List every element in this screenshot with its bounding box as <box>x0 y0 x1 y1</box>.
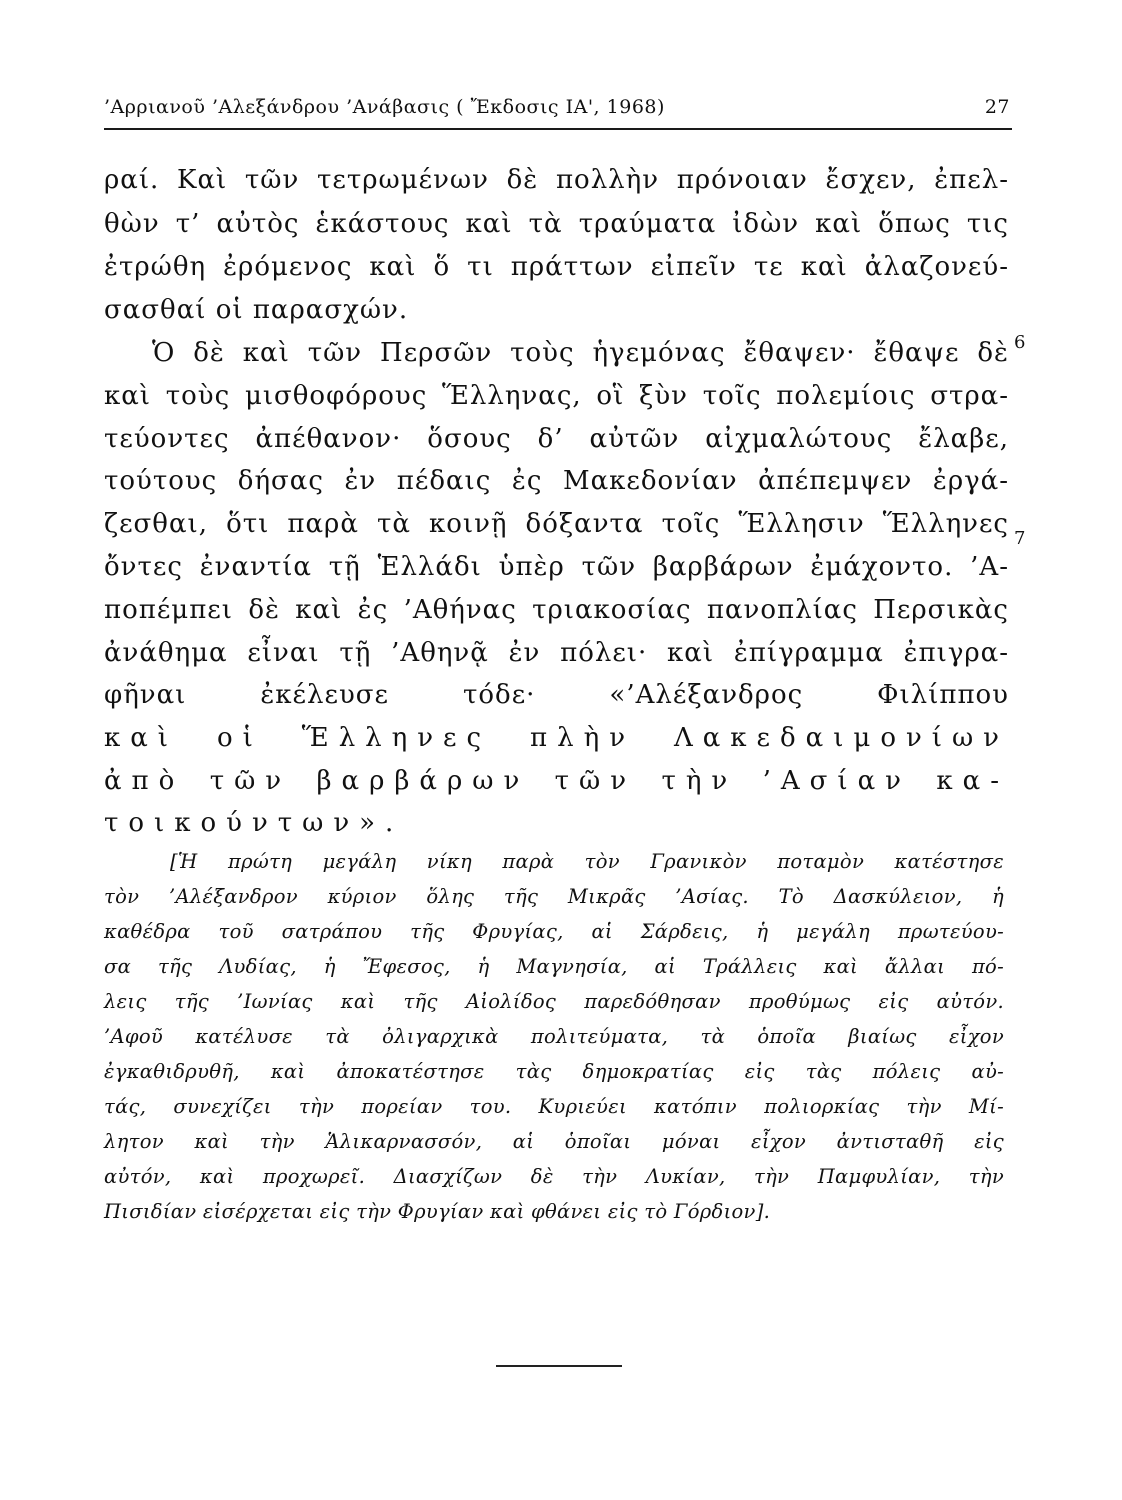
text-line: ραί. Καὶ τῶν τετρωμένων δὲ πολλὴν πρόνοιαν ἔσχεν, ἐπελ- <box>104 165 1009 195</box>
section-number: 7 <box>1014 528 1026 549</box>
running-title: ’Αρριανοῦ ’Αλεξάνδρου ’Ανάβασις ( Ἔκδοσις ΙΑ', 1968) <box>104 96 665 118</box>
closing-rule <box>496 1365 622 1367</box>
note-line: ἐγκαθιδρυθῆ, καὶ ἀποκατέστησε τὰς δημοκρατίας εἰς τὰς πόλεις αὐ- <box>104 1060 1004 1083</box>
text-line: τοικούντων». <box>104 808 404 838</box>
text-line: ὄντες ἐναντία τῇ Ἑλλάδι ὑπὲρ τῶν βαρβάρων ἐμάχοντο. ’Α- <box>104 552 1009 582</box>
text-line: Ὁ δὲ καὶ τῶν Περσῶν τοὺς ἡγεμόνας ἔθαψεν· ἔθαψε δὲ <box>152 338 1009 368</box>
page-number: 27 <box>984 96 1010 118</box>
note-line: αὐτόν, καὶ προχωρεῖ. Διασχίζων δὲ τὴν Λυκίαν, τὴν Παμφυλίαν, τὴν <box>104 1165 1004 1188</box>
note-line: λητον καὶ τὴν Ἁλικαρνασσόν, αἱ ὁποῖαι μόναι εἶχον ἀντισταθῆ εἰς <box>104 1130 1004 1153</box>
note-line: τὸν ’Αλέξανδρον κύριον ὅλης τῆς Μικρᾶς ’Ασίας. Τὸ Δασκύλειον, ἡ <box>104 885 1004 908</box>
text-line: τούτους δήσας ἐν πέδαις ἐς Μακεδονίαν ἀπέπεμψεν ἐργά- <box>104 466 1009 496</box>
text-line: ζεσθαι, ὅτι παρὰ τὰ κοινῇ δόξαντα τοῖς Ἕλλησιν Ἕλληνες <box>104 509 1009 539</box>
note-line: [Ἡ πρώτη μεγάλη νίκη παρὰ τὸν Γρανικὸν ποταμὸν κατέστησε <box>170 850 1004 873</box>
text-line: σασθαί οἱ παρασχών. <box>104 295 409 325</box>
text-line: φῆναι ἐκέλευσε τόδε· «’Αλέξανδρος Φιλίππου <box>104 680 1009 710</box>
note-line: τάς, συνεχίζει τὴν πορείαν του. Κυριεύει κατόπιν πολιορκίας τὴν Μί- <box>104 1095 1004 1118</box>
note-line: Πισιδίαν εἰσέρχεται εἰς τὴν Φρυγίαν καὶ φθάνει εἰς τὸ Γόρδιον]. <box>104 1200 771 1223</box>
text-line: καὶ οἱ Ἕλληνες πλὴν Λακεδαιμονίων <box>104 723 1009 753</box>
text-line: ἀπὸ τῶν βαρβάρων τῶν τὴν ’Ασίαν κα- <box>104 766 1009 796</box>
text-line: ἀνάθημα εἶναι τῇ ’Αθηνᾷ ἐν πόλει· καὶ ἐπίγραμμα ἐπιγρα- <box>104 638 1009 668</box>
section-number: 6 <box>1014 332 1026 353</box>
text-line: ποπέμπει δὲ καὶ ἐς ’Αθήνας τριακοσίας πανοπλίας Περσικὰς <box>104 595 1009 625</box>
text-line: θὼν τ’ αὐτὸς ἑκάστους καὶ τὰ τραύματα ἰδὼν καὶ ὅπως τις <box>104 209 1009 239</box>
note-line: καθέδρα τοῦ σατράπου τῆς Φρυγίας, αἱ Σάρδεις, ἡ μεγάλη πρωτεύου- <box>104 920 1004 943</box>
text-line: τεύοντες ἀπέθανον· ὅσους δ’ αὐτῶν αἰχμαλώτους ἔλαβε, <box>104 424 1009 454</box>
text-line: καὶ τοὺς μισθοφόρους Ἕλληνας, οἳ ξὺν τοῖς πολεμίοις στρα- <box>104 381 1009 411</box>
note-line: σα τῆς Λυδίας, ἡ Ἔφεσος, ἡ Μαγνησία, αἱ Τράλλεις καὶ ἄλλαι πό- <box>104 955 1004 978</box>
note-line: λεις τῆς ’Ιωνίας καὶ τῆς Αἰολίδος παρεδόθησαν προθύμως εἰς αὐτόν. <box>104 990 1004 1013</box>
running-header <box>104 88 1012 130</box>
note-line: ’Αφοῦ κατέλυσε τὰ ὀλιγαρχικὰ πολιτεύματα, τὰ ὁποῖα βιαίως εἶχον <box>104 1025 1004 1048</box>
text-line: ἐτρώθη ἐρόμενος καὶ ὅ τι πράττων εἰπεῖν τε καὶ ἀλαζονεύ- <box>104 252 1009 282</box>
